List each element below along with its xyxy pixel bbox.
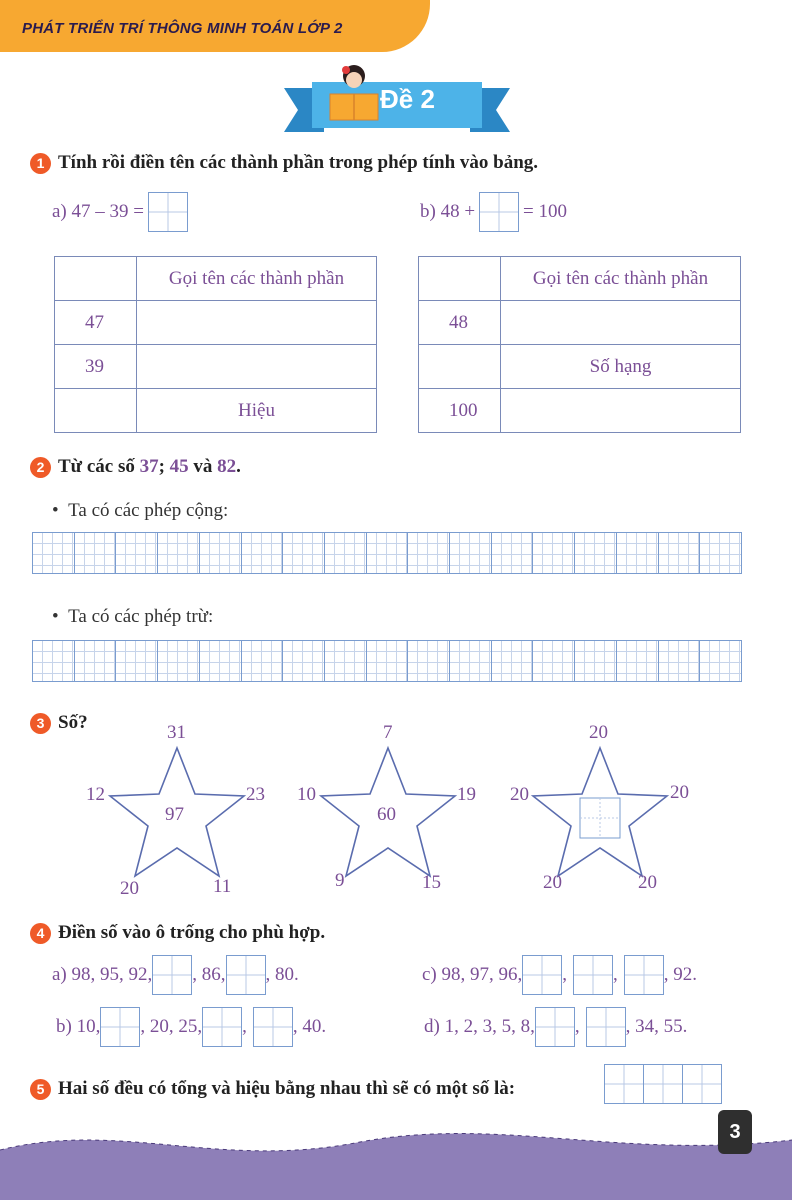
expr-text: = 100 xyxy=(523,201,568,222)
sequence-text: , 20, 25, xyxy=(140,1016,203,1037)
table-cell: Hiệu xyxy=(137,389,377,433)
star-value: 20 xyxy=(543,872,562,893)
answer-box[interactable] xyxy=(152,955,192,995)
question-number: 3 xyxy=(30,713,51,734)
sequence-text: a) 98, 95, 92, xyxy=(52,964,153,985)
sequence-text: , 80. xyxy=(265,964,299,985)
banner-label: Đề 2 xyxy=(380,84,435,114)
sequence-text: c) 98, 97, 96, xyxy=(422,964,523,985)
header-title: PHÁT TRIỂN TRÍ THÔNG MINH TOÁN LỚP 2 xyxy=(22,20,343,37)
table-cell: 47 xyxy=(55,301,137,345)
bullet-text: Ta có các phép cộng: xyxy=(68,500,229,521)
separator: ; xyxy=(158,456,165,477)
star-value: 10 xyxy=(297,784,316,805)
answer-box[interactable] xyxy=(202,1007,242,1047)
question-number: 5 xyxy=(30,1079,51,1100)
star-value: 15 xyxy=(422,872,441,893)
question-number: 1 xyxy=(30,153,51,174)
table-cell: 100 xyxy=(419,389,501,433)
answer-box[interactable] xyxy=(535,1007,575,1047)
bullet-subtraction: • Ta có các phép trừ: xyxy=(52,606,214,627)
question-text: Tính rồi điền tên các thành phần trong phép tính vào bảng. xyxy=(58,152,539,173)
answer-box[interactable] xyxy=(586,1007,626,1047)
star-value: 20 xyxy=(120,878,139,899)
q4-sequence-a xyxy=(52,954,299,996)
footer-wave xyxy=(0,1110,792,1200)
question-text: Số? xyxy=(58,712,88,733)
star-center-value: 97 xyxy=(165,804,184,825)
table-cell: Số hạng xyxy=(501,345,741,389)
question-text: Từ các số xyxy=(58,456,135,477)
question-4 xyxy=(30,922,325,944)
q4-sequence-c xyxy=(422,954,697,996)
answer-box[interactable] xyxy=(643,1064,683,1104)
sequence-text: b) 10, xyxy=(56,1016,101,1037)
sequence-text: , xyxy=(562,964,568,985)
star-answer-box[interactable] xyxy=(580,798,620,838)
answer-box[interactable] xyxy=(100,1007,140,1047)
sequence-text: , xyxy=(574,1016,580,1037)
star-value: 11 xyxy=(213,876,232,897)
sequence-text: , xyxy=(613,964,618,985)
number-value: 45 xyxy=(169,456,189,477)
sequence-text: , xyxy=(242,1016,247,1037)
star-center-value: 60 xyxy=(377,804,396,825)
answer-box[interactable] xyxy=(226,955,266,995)
sequence-text: d) 1, 2, 3, 5, 8, xyxy=(424,1016,535,1037)
separator: và xyxy=(193,456,213,477)
answer-box[interactable] xyxy=(573,955,613,995)
star-value: 19 xyxy=(457,784,476,805)
separator: . xyxy=(236,456,241,477)
star-value: 9 xyxy=(335,870,345,891)
answer-box[interactable] xyxy=(682,1064,722,1104)
star-value: 20 xyxy=(638,872,657,893)
q4-sequence-d xyxy=(424,1006,687,1048)
bullet-addition: • Ta có các phép cộng: xyxy=(52,500,229,521)
expr-text: b) 48 + xyxy=(420,201,476,222)
sequence-text: , 34, 55. xyxy=(625,1016,688,1037)
table-header: Gọi tên các thành phần xyxy=(501,257,741,301)
table-cell: 48 xyxy=(419,301,501,345)
answer-box[interactable] xyxy=(522,955,562,995)
page-number: 3 xyxy=(718,1110,752,1154)
star-value: 7 xyxy=(383,722,393,743)
answer-box[interactable] xyxy=(604,1064,644,1104)
q5-answer-boxes xyxy=(604,1064,722,1104)
table-header: Gọi tên các thành phần xyxy=(137,257,377,301)
star-value: 12 xyxy=(86,784,105,805)
question-text: Điền số vào ô trống cho phù hợp. xyxy=(58,922,326,943)
star-value: 20 xyxy=(589,722,608,743)
star-value: 20 xyxy=(510,784,529,805)
expr-text: a) 47 – 39 = xyxy=(52,201,144,222)
question-text: Hai số đều có tổng và hiệu bằng nhau thì sẽ có một số là: xyxy=(58,1078,516,1099)
answer-box[interactable] xyxy=(253,1007,293,1047)
star-value: 20 xyxy=(670,782,689,803)
question-5 xyxy=(30,1078,515,1100)
number-value: 37 xyxy=(139,456,159,477)
star-value: 31 xyxy=(167,722,186,743)
question-number: 2 xyxy=(30,457,51,478)
table-cell: 39 xyxy=(55,345,137,389)
sequence-text: , 92. xyxy=(663,964,698,985)
sequence-text: , 40. xyxy=(292,1016,327,1037)
bullet-text: Ta có các phép trừ: xyxy=(68,606,214,627)
q4-sequence-b xyxy=(56,1006,326,1048)
answer-box[interactable] xyxy=(624,955,664,995)
star-value: 23 xyxy=(246,784,265,805)
number-value: 82 xyxy=(217,456,237,477)
sequence-text: , 86, xyxy=(192,964,226,985)
question-number: 4 xyxy=(30,923,51,944)
